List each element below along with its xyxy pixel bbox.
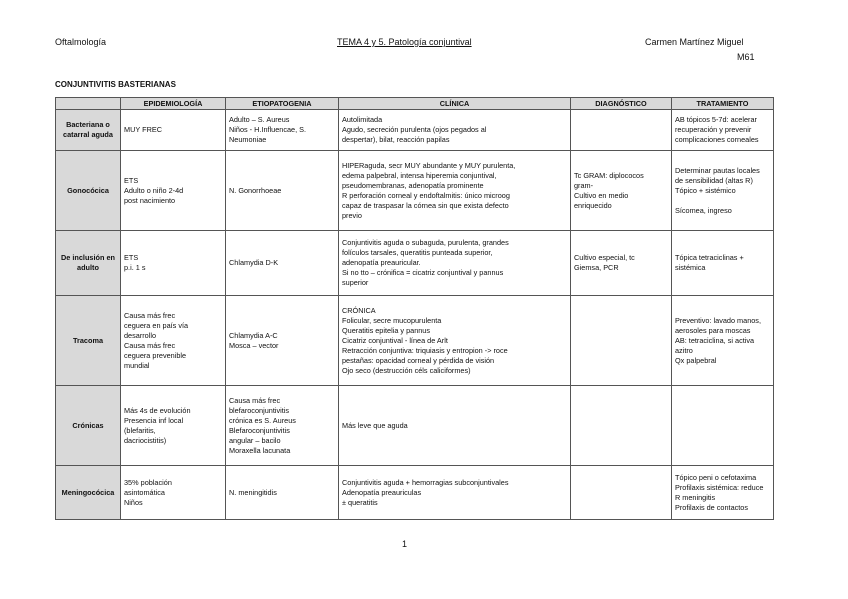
cell-etiopatogenia — [226, 110, 339, 151]
header-topic-title: TEMA 4 y 5. Patología conjuntival — [337, 37, 472, 47]
cell-line: Profilaxis de contactos — [675, 502, 749, 512]
cell-line: ceguera en país vía — [124, 320, 189, 330]
cell-line: Adulto – S. Aureus — [229, 115, 290, 124]
cell-tratamiento — [672, 151, 774, 231]
cell-line: Tc GRAM: diplococos — [574, 170, 644, 180]
cell-line: Más leve que aguda — [342, 420, 408, 430]
cell-epidemiologia — [121, 466, 226, 520]
cell-line: enriquecido — [574, 200, 612, 210]
cell-line: N. Gonorrhoeae — [229, 185, 282, 195]
cell-line: ETS — [124, 253, 139, 262]
cell-line: gram- — [574, 180, 594, 190]
cell-line: Causa más frec — [229, 395, 281, 405]
cell-line: p.i. 1 s — [124, 263, 146, 272]
cell-line: 35% población — [124, 477, 172, 487]
cell-line: Agudo, secreción purulenta (ojos pegados al — [342, 125, 487, 134]
cell-diagnostico — [571, 151, 672, 231]
cell-line: Tópico peni o cefotaxima — [675, 472, 757, 482]
cell-line: R perforación corneal y endoftalmitis: único microog — [342, 190, 510, 200]
cell-line: folículos tarsales, queratitis punteada superior, — [342, 248, 493, 257]
conjunctivitis-table — [55, 97, 774, 520]
cell-line: adenopatía preauricular. — [342, 258, 421, 267]
cell-clinica — [339, 231, 571, 296]
table-row — [56, 110, 774, 151]
cell-line: Moraxella lacunata — [229, 445, 291, 455]
row-header-cell: De inclusión en adulto — [56, 231, 121, 296]
column-header-clinica: CLÍNICA — [339, 98, 571, 110]
cell-line: Más 4s de evolución — [124, 405, 191, 415]
cell-line: complicaciones corneales — [675, 135, 759, 144]
cell-line: edema palpebral, intensa hiperemia conjuntival, — [342, 170, 497, 180]
cell-etiopatogenia — [226, 296, 339, 386]
cell-line: despertar), bilat, reacción papilas — [342, 135, 450, 144]
cell-epidemiologia — [121, 386, 226, 466]
cell-line: MUY FREC — [124, 125, 162, 134]
cell-line: Chlamydia D-K — [229, 258, 279, 267]
cell-tratamiento — [672, 296, 774, 386]
cell-etiopatogenia — [226, 231, 339, 296]
column-header-etiopatogenia: ETIOPATOGENIA — [226, 98, 339, 110]
cell-line: pestañas: opacidad corneal y pérdida de visión — [342, 355, 495, 365]
table-row — [56, 151, 774, 231]
cell-line: asintomática — [124, 487, 165, 497]
cell-tratamiento — [672, 110, 774, 151]
cell-tratamiento — [672, 466, 774, 520]
cell-line — [675, 196, 770, 206]
table-row — [56, 466, 774, 520]
table-row — [56, 231, 774, 296]
cell-line: HIPERaguda, secr MUY abundante y MUY purulenta, — [342, 160, 516, 170]
cell-line: Folicular, secre mucopurulenta — [342, 315, 442, 325]
cell-line: Queratitis epitelia y pannus — [342, 325, 431, 335]
cell-etiopatogenia — [226, 151, 339, 231]
header-author: Carmen Martínez Miguel — [645, 37, 744, 47]
header-code: M61 — [737, 52, 755, 62]
cell-line: (blefaritis, — [124, 425, 156, 435]
cell-line: desarrollo — [124, 330, 157, 340]
cell-line: mundial — [124, 360, 150, 370]
row-header-cell: Gonocócica — [56, 151, 121, 231]
section-title: CONJUNTIVITIS BASTERIANAS — [55, 80, 176, 89]
cell-line: ± queratitis — [342, 497, 378, 507]
cell-line: Mosca – vector — [229, 340, 279, 350]
cell-line: ETS — [124, 175, 139, 185]
cell-line: Ojo seco (destrucción céls caliciformes) — [342, 365, 471, 375]
cell-line: Niños — [124, 497, 143, 507]
cell-line: AB tópicos 5-7d: acelerar — [675, 115, 757, 124]
cell-clinica — [339, 110, 571, 151]
cell-diagnostico — [571, 466, 672, 520]
cell-line: Neumoniae — [229, 135, 267, 144]
cell-line: post nacimiento — [124, 195, 176, 205]
table-header-row — [56, 98, 774, 110]
cell-line: previo — [342, 210, 362, 220]
page-number: 1 — [402, 539, 408, 549]
cell-line: Sícomea, ingreso — [675, 205, 732, 215]
cell-line: dacriocistitis) — [124, 435, 167, 445]
cell-line: ceguera prevenible — [124, 350, 187, 360]
cell-line: Adenopatía preauriculas — [342, 487, 422, 497]
column-header-epidemiologia: EPIDEMIOLOGÍA — [121, 98, 226, 110]
cell-line: Presencia inf local — [124, 415, 184, 425]
cell-line: Tópica tetraciclinas + — [675, 253, 744, 262]
cell-diagnostico — [571, 296, 672, 386]
cell-line: Conjuntivitis aguda o subaguda, purulenta, grandes — [342, 238, 509, 247]
row-header-cell: Meningocócica — [56, 466, 121, 520]
cell-clinica — [339, 386, 571, 466]
cell-diagnostico — [571, 110, 672, 151]
cell-line: Determinar pautas locales — [675, 165, 760, 175]
cell-line: CRÓNICA — [342, 305, 376, 315]
cell-epidemiologia — [121, 231, 226, 296]
cell-line: Chlamydia A-C — [229, 330, 278, 340]
cell-epidemiologia — [121, 296, 226, 386]
cell-clinica — [339, 151, 571, 231]
cell-line: blefaroconjuntivitis — [229, 405, 290, 415]
cell-line: Cicatriz conjuntival - línea de Arlt — [342, 335, 448, 345]
cell-line: Adulto o niño 2-4d — [124, 185, 184, 195]
cell-line: Conjuntivitis aguda + hemorragias subconjuntivales — [342, 477, 509, 487]
column-header-empty — [56, 98, 121, 110]
cell-line: angular – bacilo — [229, 435, 281, 445]
cell-diagnostico — [571, 231, 672, 296]
cell-line: capaz de traspasar la córnea sin que exista defecto — [342, 200, 509, 210]
cell-line: Autolimitada — [342, 115, 383, 124]
cell-clinica — [339, 466, 571, 520]
column-header-diagnostico: DIAGNÓSTICO — [571, 98, 672, 110]
cell-epidemiologia — [121, 151, 226, 231]
cell-line: N. meningitidis — [229, 487, 277, 497]
cell-line: AB: tetraciclina, si activa — [675, 335, 755, 345]
cell-line: Causa más frec — [124, 310, 176, 320]
cell-line: Niños - H.Influencae, S. — [229, 125, 307, 134]
table-row — [56, 296, 774, 386]
cell-line: Profilaxis sistémica: reduce — [675, 482, 764, 492]
cell-etiopatogenia — [226, 386, 339, 466]
cell-line: Tópico + sistémico — [675, 185, 736, 195]
row-header-cell: Crónicas — [56, 386, 121, 466]
cell-tratamiento — [672, 231, 774, 296]
cell-line: azitro — [675, 345, 693, 355]
cell-line: Qx palpebral — [675, 355, 717, 365]
cell-line: Cultivo especial, tc — [574, 253, 635, 262]
cell-line: Blefaroconjuntivitis — [229, 425, 290, 435]
cell-line: Cultivo en medio — [574, 190, 629, 200]
cell-line: R meningitis — [675, 492, 716, 502]
cell-epidemiologia — [121, 110, 226, 151]
cell-line: Retracción conjuntiva: triquiasis y entropion -> roce — [342, 345, 508, 355]
cell-line: aerosoles para moscas — [675, 325, 751, 335]
cell-diagnostico — [571, 386, 672, 466]
row-header-cell: Bacteriana o catarral aguda — [56, 110, 121, 151]
cell-line: sistémica — [675, 263, 706, 272]
cell-line: Si no tto – crónifica = cicatriz conjuntival y pannus — [342, 268, 504, 277]
column-header-tratamiento: TRATAMIENTO — [672, 98, 774, 110]
row-header-cell: Tracoma — [56, 296, 121, 386]
cell-line: Causa más frec — [124, 340, 176, 350]
cell-line: de sensibilidad (altas R) — [675, 175, 753, 185]
cell-line: recuperación y prevenir — [675, 125, 752, 134]
cell-tratamiento — [672, 386, 774, 466]
cell-clinica — [339, 296, 571, 386]
cell-line: Giemsa, PCR — [574, 263, 619, 272]
table-row — [56, 386, 774, 466]
cell-line: pseudomembranas, adenopatía prominente — [342, 180, 484, 190]
cell-etiopatogenia — [226, 466, 339, 520]
cell-line: superior — [342, 278, 369, 287]
cell-line: Preventivo: lavado manos, — [675, 315, 761, 325]
cell-line: crónica es S. Aureus — [229, 415, 296, 425]
header-subject: Oftalmología — [55, 37, 107, 47]
